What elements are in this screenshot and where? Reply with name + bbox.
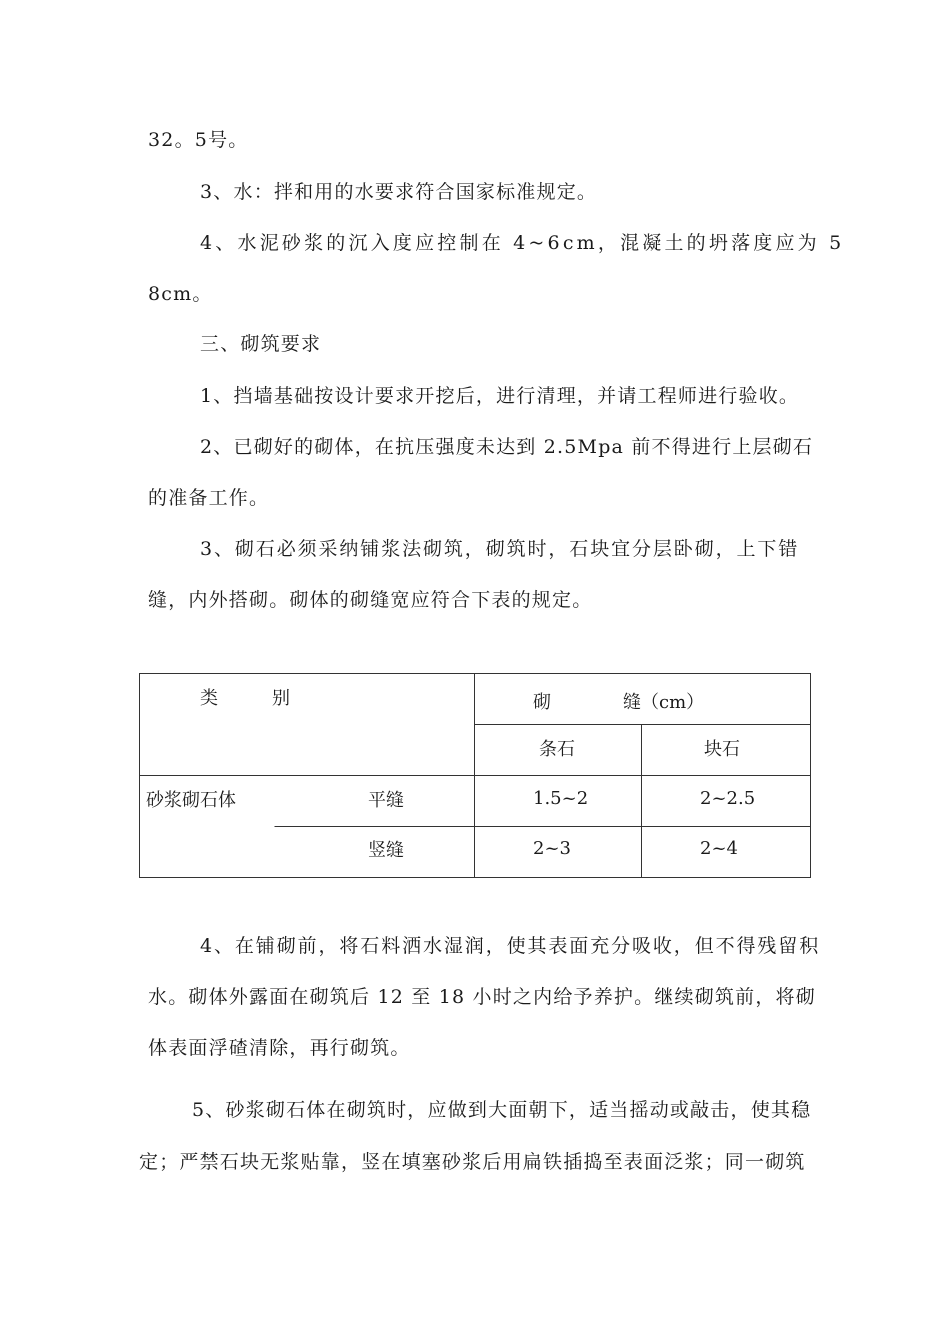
paragraph-line: 32。5号。 (148, 129, 249, 151)
cell-flat-strip: 1.5~2 (533, 788, 589, 809)
cell-vertical-block: 2~4 (700, 838, 738, 859)
cell-flat-block: 2~2.5 (700, 788, 756, 809)
row-label-flat-joint: 平缝 (368, 790, 404, 811)
section-heading: 三、砌筑要求 (200, 333, 322, 355)
paragraph-line: 2、已砌好的砌体，在抗压强度未达到 2.5Mpa 前不得进行上层砌石 (200, 436, 814, 458)
paragraph-line: 体表面浮碴清除，再行砌筑。 (148, 1037, 411, 1059)
paragraph-line: 定；严禁石块无浆贴靠，竖在填塞砂浆后用扁铁插捣至表面泛浆；同一砌筑 (139, 1151, 806, 1173)
paragraph-line: 的准备工作。 (148, 487, 270, 509)
column-block-stone: 块石 (704, 739, 740, 760)
paragraph-line: 缝，内外搭砌。砌体的砌缝宽应符合下表的规定。 (148, 589, 593, 611)
cell-vertical-strip: 2~3 (533, 838, 571, 859)
column-strip-stone: 条石 (539, 739, 575, 760)
paragraph-line: 水。砌体外露面在砌筑后 12 至 18 小时之内给予养护。继续砌筑前，将砌 (148, 986, 816, 1008)
header-category: 类 别 (200, 688, 290, 709)
paragraph-line: 4、水泥砂浆的沉入度应控制在 4~6cm，混凝土的坍落度应为 5 (200, 232, 845, 254)
paragraph-line: 5、砂浆砌石体在砌筑时，应做到大面朝下，适当摇动或敲击，使其稳 (192, 1099, 812, 1121)
paragraph-line: 3、砌石必须采纳铺浆法砌筑，砌筑时，石块宜分层卧砌，上下错 (200, 538, 800, 560)
paragraph-line: 8cm。 (148, 283, 213, 305)
header-joint-width: 砌 缝（cm） (533, 692, 705, 713)
paragraph-line: 3、水：拌和用的水要求符合国家标准规定。 (200, 181, 598, 203)
paragraph-line: 4、在铺砌前，将石料洒水湿润，使其表面充分吸收，但不得残留积 (200, 935, 821, 957)
row-label-vertical-joint: 竖缝 (368, 840, 404, 861)
row-group-label: 砂浆砌石体 (146, 790, 236, 811)
paragraph-line: 1、挡墙基础按设计要求开挖后，进行清理，并请工程师进行验收。 (200, 385, 800, 407)
